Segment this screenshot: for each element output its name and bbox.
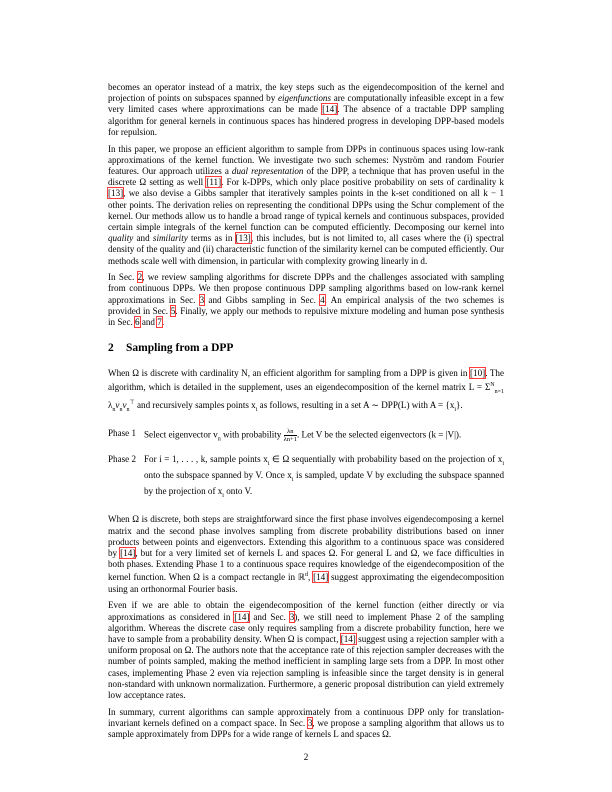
phase-label: Phase 1 <box>108 427 137 438</box>
section-link[interactable]: 3 <box>289 611 295 622</box>
paragraph-intro-end: becomes an operator instead of a matrix, the key steps such as the eigendecomposition of the kernel and projection of points on subspaces spanned by eigenfunctions are computationally infeasible except in a few very limited cases where approximations can be made [14]. The absence of a tractable DPP sampling algorithm for general kernels in continuous spaces has hindered progress in developing DPP-based models for repulsion. <box>108 82 504 137</box>
citation-link[interactable]: [14] <box>340 633 356 644</box>
section-link[interactable]: 7 <box>157 317 162 328</box>
paragraph-summary: In summary, current algorithms can sample approximately from a continuous DPP only for translation-invariant kernels defined on a compact space. In Sec. 3, we propose a sampling algorithm that allows us to sample approximately from DPPs for a wide range of kernels L and spaces Ω. <box>108 706 504 740</box>
section-link[interactable]: 5 <box>170 305 176 316</box>
paragraph-phase2-difficulty: Even if we are able to obtain the eigendecomposition of the kernel function (either directly or via approximations as considered in [14] and Sec. 3), we still need to implement Phase 2 of the sampling algorithm. Whereas the discrete case only requires sampling from a discrete probability function, here we have to sample from a probability density. When Ω is compact, [14] suggest using a rejection sampler with a uniform proposal on Ω. The authors note that the acceptance rate of this rejection sampler decreases with the number of points sampled, making the method inefficient in sampling large sets from a DPP. In most other cases, implementing Phase 2 even via rejection sampling is infeasible since the target density is in general non-standard with unknown normalization. Furthermore, a generic proposal distribution can yield extremely low acceptance rates. <box>108 600 504 700</box>
phase-2 <box>108 454 504 502</box>
body-text <box>108 82 504 746</box>
algorithm-phases <box>108 428 504 503</box>
phase-description: Select eigenvector $v_n$ with probability $\frac{\lambda n}{\lambda n+1}$ . Let V be the selected eigenvectors (k = |V|). <box>144 427 462 443</box>
section-link[interactable]: 3 <box>199 294 205 305</box>
phase-description: For i = 1, . . . , k, sample points $x_i$ ∈ Ω sequentially with probability based on the projection of $x_i$ onto the subspace spanned by V. Once $x_i$ is sampled, update V by excluding the subspace spanned by the projection of $x_i$ onto V. <box>144 454 504 500</box>
section-heading <box>108 343 504 354</box>
section-number: 2 <box>108 342 114 355</box>
citation-link[interactable]: [11] <box>206 177 222 188</box>
page-number: 2 <box>303 752 309 762</box>
citation-link[interactable]: [14] <box>234 611 250 622</box>
citation-link[interactable]: [14] <box>120 548 136 559</box>
section-link[interactable]: 4 <box>320 294 325 305</box>
section-link[interactable]: 3 <box>307 717 313 728</box>
section-link[interactable]: 6 <box>135 317 140 328</box>
section-title: Sampling from a DPP <box>126 342 234 355</box>
paragraph-outline: In Sec. 2, we review sampling algorithms for discrete DPPs and the challenges associated with sampling from continuous DPPs. We then propose continuous DPP sampling algorithms based on low-rank kernel approximations in Sec. 3 and Gibbs sampling in Sec. 4. An empirical analysis of the two schemes is provided in Sec. 5. Finally, we apply our methods to repulsive mixture modeling and human pose synthesis in Sec. 6 and 7. <box>108 272 505 328</box>
citation-link[interactable]: [14] <box>322 104 338 115</box>
phase-1 <box>108 428 504 446</box>
citation-link[interactable]: [13] <box>235 233 251 244</box>
paragraph-continuous-difficulty: When Ω is discrete, both steps are straightforward since the first phase involves eigendecomposing a kernel matrix and the second phase involves sampling from discrete probability distributions based on inner products between points and eigenvectors. Extending this algorithm to a continuous space was considered by [14], but for a very limited set of kernels L and spaces Ω. For general L and Ω, we face difficulties in both phases. Extending Phase 1 to a continuous space requires knowledge of the eigendecomposition of the kernel function. When Ω is a compact rectangle in ℝ$^d$, [14] suggest approximating the eigendecomposition using an orthonormal Fourier basis. <box>108 514 505 594</box>
citation-link[interactable]: [13] <box>108 188 124 199</box>
section-link[interactable]: 2 <box>137 272 143 283</box>
paragraph-discrete-sampling: When Ω is discrete with cardinality N, an efficient algorithm for sampling from a DPP is given in [10]. The algorithm, which is detailed in the supplement, uses an eigendecomposition of the kernel matrix $L = \Sigma^N_{n=1}$ $\lambda_nv_nv_n^⊤$ and recursively samples points $x_i$ as follows, resulting in a set A ∼ DPP(L) with $A = \{x_i\}$. <box>108 368 504 413</box>
citation-link[interactable]: [14] <box>313 572 329 583</box>
probability-fraction: $\frac{\lambda n}{\lambda n+1}$ <box>283 427 297 443</box>
phase-label: Phase 2 <box>108 454 137 465</box>
paragraph-contribution: In this paper, we propose an efficient algorithm to sample from DPPs in continuous spaces using low-rank approximations of the kernel function. We investigate two such schemes: Nyström and random Fourier features. Our approach utilizes a dual representation of the DPP, a technique that has proven useful in the discrete Ω setting as well [11]. For k-DPPs, which only place positive probability on sets of cardinality k [13], we also devise a Gibbs sampler that iteratively samples points in the k-set conditioned on all k − 1 other points. The derivation relies on representing the conditional DPPs using the Schur complement of the kernel. Our methods allow us to handle a broad range of typical kernels and continuous subspaces, provided certain simple integrals of the kernel function can be computed efficiently. Decomposing our kernel into quality and similarity terms as in [13], this includes, but is not limited to, all cases where the (i) spectral density of the quality and (ii) characteristic function of the similarity kernel can be computed efficiently. Our methods scale well with dimension, in particular with complexity growing linearly in d. <box>108 143 504 266</box>
citation-link[interactable]: [10] <box>470 368 486 379</box>
